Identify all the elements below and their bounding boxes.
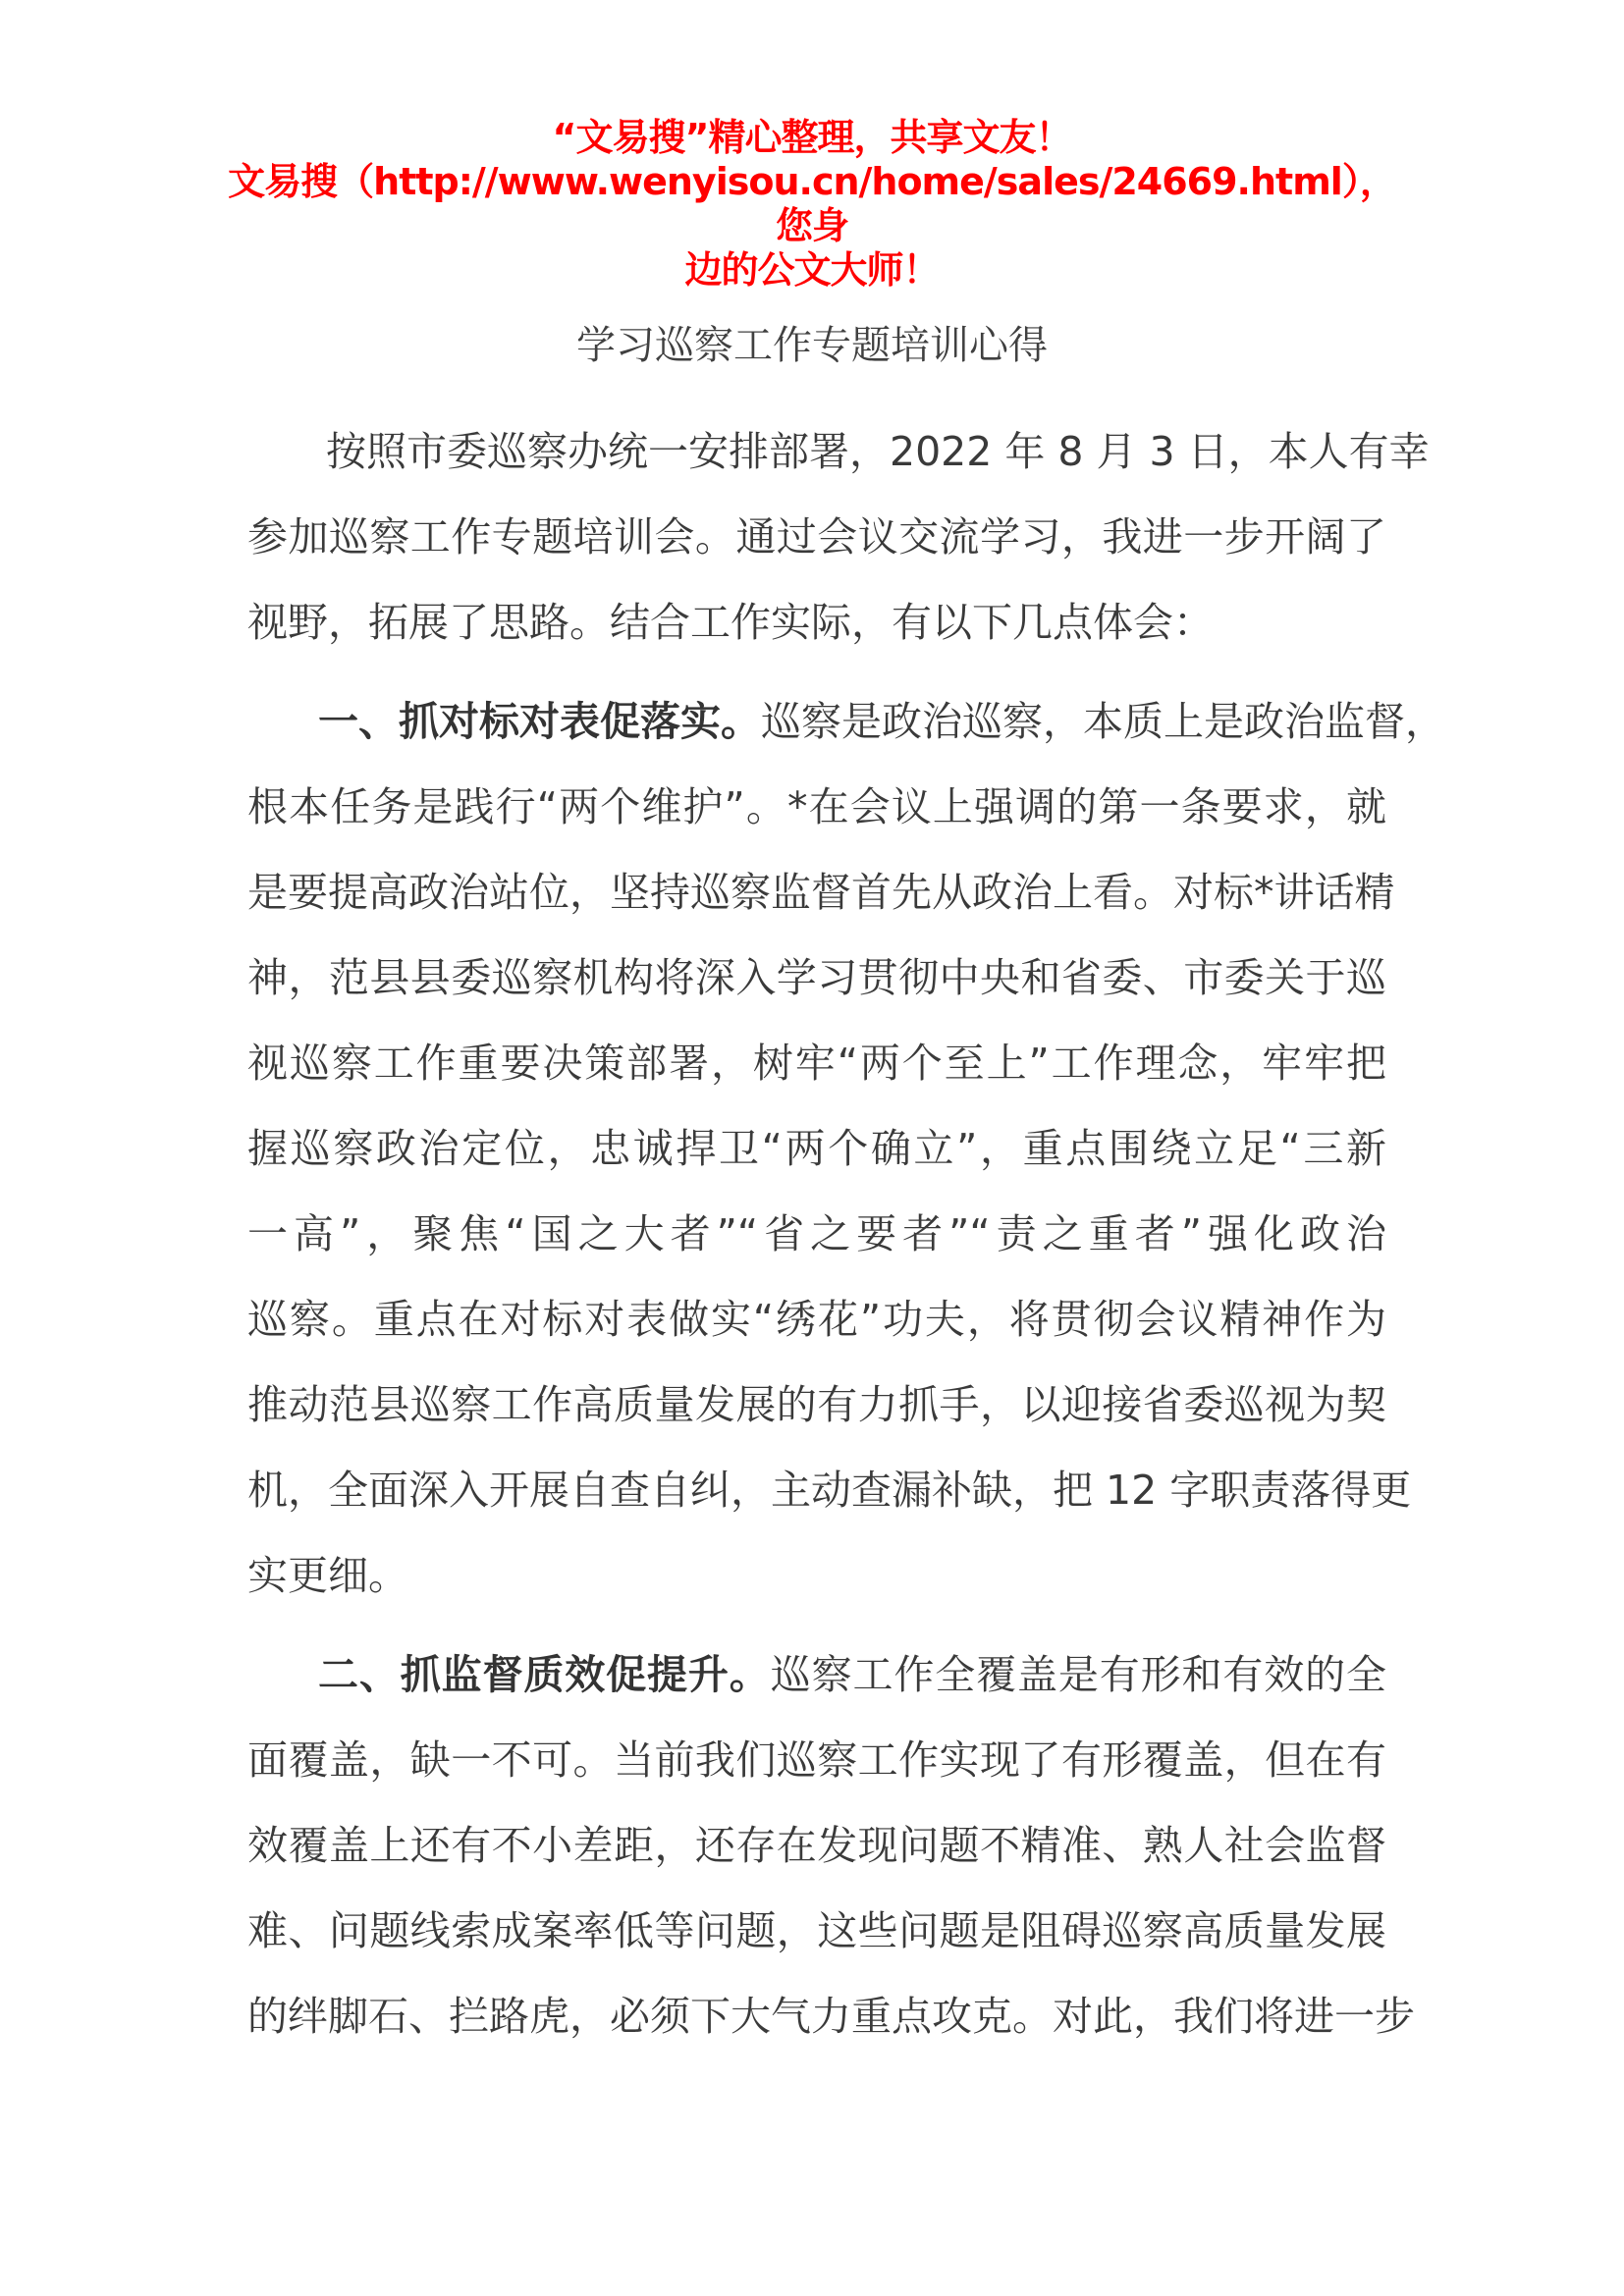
line-text: 参加巡察工作专题培训会。通过会议交流学习，我进一步开阔了 — [247, 513, 1386, 561]
text-line — [247, 1974, 1415, 2059]
text-line — [247, 850, 1395, 935]
line-text: 根本任务是践行“两个维护”。*在会议上强调的第一条要求，就 — [247, 783, 1386, 830]
text-line — [247, 1362, 1386, 1448]
text-line — [247, 1106, 1386, 1192]
text-line — [247, 580, 1386, 666]
line-text: 面覆盖，缺一不可。当前我们巡察工作实现了有形覆盖，但在有 — [247, 1736, 1386, 1784]
line-text: 视野，拓展了思路。结合工作实际，有以下几点体会： — [247, 599, 1214, 646]
banner-line-link: 文易搜（http://www.wenyisou.cn/home/sales/24669.html），您身 — [228, 160, 1396, 247]
line-text: 的绊脚石、拦路虎，必须下大气力重点攻克。对此，我们将进一步 — [247, 1993, 1415, 2040]
text-line — [247, 1192, 1386, 1277]
line-text: 一高”，聚焦“国之大者”“省之要者”“责之重者”强化政治 — [247, 1210, 1386, 1257]
line-text: 巡察工作全覆盖是有形和有效的全 — [770, 1651, 1387, 1698]
text-line — [247, 765, 1386, 850]
line-text: 难、问题线索成案率低等问题，这些问题是阻碍巡察高质量发展 — [247, 1907, 1386, 1954]
text-line — [247, 1021, 1386, 1106]
line-text: 效覆盖上还有不小差距，还存在发现问题不精准、熟人社会监督 — [247, 1822, 1386, 1869]
line-text: 机，全面深入开展自查自纠，主动查漏补缺，把 12 字职责落得更 — [247, 1467, 1412, 1514]
banner-line: 边的公文大师！ — [684, 248, 940, 292]
document-title: 学习巡察工作专题培训心得 — [576, 323, 1048, 368]
text-line — [247, 1632, 1386, 1718]
text-line — [247, 1533, 1386, 1619]
text-line — [247, 1718, 1386, 1803]
paragraph — [247, 409, 1430, 666]
line-text: 握巡察政治定位，忠诚捍卫“两个确立”，重点围绕立足“三新 — [247, 1125, 1386, 1172]
text-line — [247, 1448, 1412, 1533]
line-text: 神，范县县委巡察机构将深入学习贯彻中央和省委、市委关于巡 — [247, 954, 1386, 1001]
section-heading: 一、抓对标对表促落实。 — [318, 698, 761, 745]
line-text: 实更细。 — [247, 1552, 408, 1599]
paragraph — [247, 1632, 1415, 2059]
line-text: 巡察。重点在对标对表做实“绣花”功夫，将贯彻会议精神作为 — [247, 1296, 1386, 1343]
text-line — [247, 1803, 1386, 1889]
text-line — [247, 1277, 1386, 1362]
text-line — [247, 935, 1386, 1021]
line-text: 按照市委巡察办统一安排部署，2022 年 8 月 3 日，本人有幸 — [326, 428, 1430, 475]
text-line — [247, 495, 1386, 580]
document-body — [247, 409, 1445, 2073]
text-line — [247, 409, 1430, 495]
section-heading: 二、抓监督质效促提升。 — [318, 1651, 771, 1698]
text-line — [247, 679, 1445, 765]
line-text: 巡察是政治巡察，本质上是政治监督， — [761, 698, 1445, 745]
line-text: 视巡察工作重要决策部署，树牢“两个至上”工作理念，牢牢把 — [247, 1040, 1386, 1087]
line-text: 推动范县巡察工作高质量发展的有力抓手，以迎接省委巡视为契 — [247, 1381, 1386, 1428]
paragraph — [247, 679, 1445, 1619]
line-text: 是要提高政治站位，坚持巡察监督首先从政治上看。对标*讲话精 — [247, 869, 1395, 916]
banner-line: “文易搜”精心整理，共享文友！ — [552, 116, 1072, 159]
text-line — [247, 1889, 1386, 1974]
watermark-banner — [226, 116, 1398, 293]
